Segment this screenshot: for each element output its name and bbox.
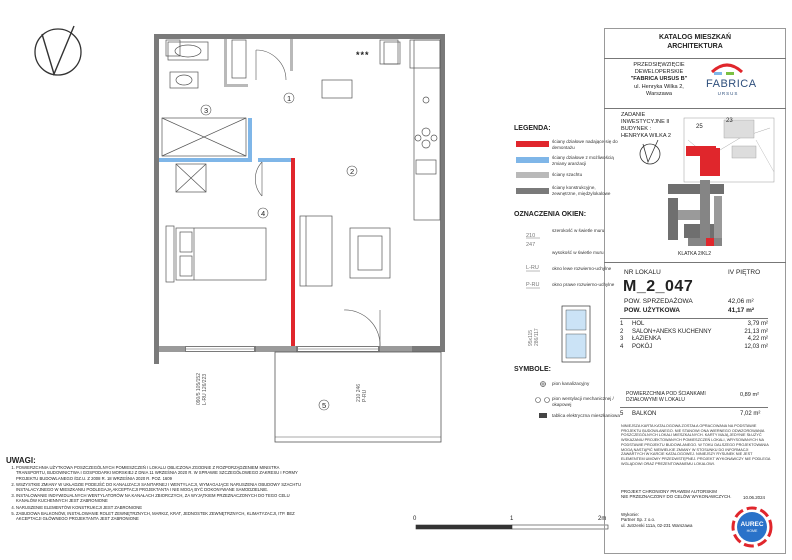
room-name: POKÓJ (632, 343, 653, 350)
stars-mark: *** (356, 50, 370, 60)
window-dim-c: L-RU (202, 393, 208, 405)
project-line-3: "FABRICA URSUS B" (630, 76, 688, 83)
scale-label-0: 0 (413, 516, 417, 522)
window-dim-b: 105/152 (196, 373, 202, 392)
window-sample (562, 306, 590, 362)
bedroom-furniture (166, 226, 266, 282)
project-line-2: DEWELOPERSKIE (634, 69, 684, 76)
catalog-line-1: KATALOG MIESZKAŃ (658, 34, 732, 41)
symbol-ventilation-icon (536, 398, 550, 403)
room-no: 1 (620, 321, 624, 327)
room-area: 4,22 m² (747, 336, 768, 343)
catalog-title (604, 33, 786, 51)
shaft-walls (224, 39, 293, 87)
room-number-2: 2 (350, 167, 355, 176)
window-code-right: P-RU (526, 282, 540, 288)
architect-info (621, 512, 692, 528)
room-area: 12,03 m² (744, 343, 768, 350)
window-code-width: 210 (526, 233, 536, 239)
window-dims-left (196, 373, 208, 405)
sale-area-value: 42,06 m² (728, 298, 754, 305)
copyright-text: PROJEKT CHRONIONY PRAWEM AUTORSKIM NIE PRZEZNACZONY DO CELÓW WYKONAWCZYCH. (621, 489, 732, 500)
room-list (620, 321, 768, 351)
room-number-5: 5 (322, 401, 327, 410)
fabrica-logo-sub: URSUS (717, 91, 739, 96)
window-sample-dim-2: 286/117 (534, 328, 540, 346)
doors (255, 50, 380, 346)
architect-line-3: ul. Jutrzenki 111a, 02-231 Warszawa (621, 522, 693, 528)
legend-swatch-gray (516, 188, 549, 194)
window-dim-c: P-RU (362, 389, 368, 402)
notes-title: UWAGI: (6, 456, 36, 465)
window-desc-width: szerokość w świetle muru (552, 228, 605, 233)
scale-bar (416, 525, 608, 529)
notes-list (6, 465, 306, 521)
room-number-3: 3 (204, 106, 209, 115)
note-item: 1. POWIERZCHNIA UŻYTKOWA POSZCZEGÓLNYCH POMIESZCZEŃ I LOKALU OBLICZONA ZGODNIE Z ROZPORZĄDZENIEM MINISTRA TRANSPORTU, BUDOWNICTWA I GOSPODARKI MORSKIEJ Z DNIA 11 WRZEŚNIA 2020 R. W SPRAWIE SZCZEGÓŁOWEGO ZAKRESU I FORMY PROJEKTU BUDOWLANEGO /DZ.U. Z 2008 R. 18 WRZEŚNIA 2020 R. POZ. 1609 (16, 465, 306, 481)
window-dims-right (356, 384, 368, 402)
room-row (620, 329, 768, 337)
usable-area-label: POW. UŻYTKOWA (624, 307, 680, 314)
living-furniture (300, 80, 390, 286)
kitchen-counter (384, 40, 440, 220)
project-line-5: Warszawa (646, 90, 672, 97)
investment-info (621, 112, 671, 140)
bathroom-fixtures (162, 40, 246, 192)
room-area: 21,13 m² (744, 328, 768, 335)
disclaimer-text: NINIEJSZA KARTA KATALOGOWA ZOSTAŁA OPRACOWANA NA PODSTAWIE PROJEKTU BUDOWLANEGO. NIE STANOWI ONA WIERNEGO ODWZOROWANIA POSZCZEGÓLNYCH LOKALI MIESZKALNYCH. KARTY MAJĄ JEDYNIE SŁUŻYĆ WSKAZANIU PROJEKTOWANYCH POMIESZCZEŃ LOKALI, WRYSOWANYCH NA PODSTAWIE PROJEKTU BUDOWLANEGO. W TOKU DALSZEGO PROJEKTOWANIA MOGĄ NASTĄPIĆ NIEWIELKIE ZMIANY W STOSUNKU DO INFORMACJI ZAWARTYCH W KARCIE KATALOGOWEJ. NINIEJSZY RYSUNEK NIE JEST ELEMENTEM UMOWY PRZEDWSTĘPNEJ. PROJEKT WYKONAWCZY NIE PODLEGA WGLĄDOWI ORAZ PREZENTOWANEMU LOKALOWI. (621, 424, 771, 466)
windows-title: OZNACZENIA OKIEN: (514, 211, 587, 218)
symbol-drain-icon (540, 381, 546, 387)
notes-block (6, 458, 306, 522)
window-sample-dim-1: 95x115 (528, 329, 534, 346)
unit-number: M_2_047 (623, 278, 694, 295)
symbol-text-drain: pion kanalizacyjny (552, 381, 590, 386)
project-line-1: PRZEDSIĘWZIĘCIE (633, 62, 685, 68)
aurec-logo-text: AUREC (740, 521, 764, 528)
window-desc-right: okno prawe rozwierno-uchylne (552, 282, 615, 287)
room-markers (201, 93, 357, 410)
note-item: 2. WSZYSTKIE ZMIANY W UKŁADZIE PODEJŚĆ DO KANALIZACJI SANITARNEJ I WENTYLACJI, WYMAGAJĄCE NARUSZENIA OBUDOWY SZACHTU INSTALACYJNEGO W MIESZKANIU PODLEGAJĄ AKCEPTACJI PROJEKTANTA I NIE MOGĄ BYĆ DOKONYWANE SAMODZIELNIE. (16, 482, 306, 492)
architect-line-1: Wykonie: (621, 512, 640, 517)
legend-swatch-lightgray (516, 172, 549, 178)
north-arrow-icon (35, 26, 81, 75)
symbol-text-ventilation: pion wentylacji mechanicznej / okapowej (552, 396, 614, 407)
unit-nr-label: NR LOKALU (624, 269, 661, 276)
window-dim-b: 246 (356, 383, 362, 393)
room-no: 4 (620, 343, 624, 350)
structural-walls (154, 34, 445, 364)
unit-floor: IV PIĘTRO (728, 269, 761, 276)
legend-text-gray: ściany konstrukcyjne, zewnętrzne, międzylokalowe (552, 185, 611, 196)
sale-area-label: POW. SPRZEDAŻOWA (624, 298, 693, 305)
balcony-no: 5 (620, 411, 624, 417)
room-name: SALON+ANEKS KUCHENNY (632, 328, 712, 335)
investment-line-3: BUDYNEK : (621, 126, 652, 132)
room-no: 2 (620, 328, 624, 335)
note-item: 4. NARUSZENIE ELEMENTÓW KONSTRUKCJI JEST ZABRONIONE (16, 505, 306, 510)
room-number-4: 4 (261, 209, 266, 218)
window-sample-dims (528, 328, 540, 346)
investment-line-2: INWESTYCYJNE II (621, 119, 670, 125)
balcony-name: BALKON (632, 411, 657, 417)
balcony-area: 7,02 m² (740, 411, 761, 417)
legend-swatch-red (516, 141, 549, 147)
plan-date: 10.06.2024 (743, 495, 765, 500)
window-code-left: L-RU (526, 265, 539, 271)
site-map-label-25: 25 (696, 124, 703, 130)
note-item: 5. ZABUDOWA BALKONÓW, INSTALOWANIE ROLET ZEWNĘTRZNYCH, MARKIZ, KRAT, JEDNOSTEK ZEWNĘTRZNYCH, KLIMATYZACJI, ITP. BEZ AKCEPTACJI GŁÓWNEGO PROJEKTANTA JEST ZABRONIONE (16, 511, 306, 521)
architect-line-2: Partner Sp. z o.o. (621, 517, 656, 523)
window-code-height: 247 (526, 242, 536, 248)
aurec-logo-sub: HOME (746, 529, 758, 533)
fabrica-logo-text: FABRICA (706, 78, 757, 90)
room-name: HOL (632, 321, 645, 327)
room-no: 3 (620, 336, 624, 343)
demountable-wall (291, 158, 295, 346)
scale-label-2m: 2m (598, 516, 607, 522)
usable-area-value: 41,17 m² (728, 307, 755, 314)
room-row (620, 321, 768, 329)
staircase-label: KLATKA 2/KL2 (678, 251, 711, 257)
legend-text-blue: ściany działowe z możliwością zmiany aranżacji (552, 155, 614, 166)
changeable-partitions (159, 118, 294, 162)
project-line-4: ul. Henryka Wilka 2, (634, 83, 684, 90)
note-item: 3. INSTALOWANIE INDYWIDUALNYCH WENTYLATORÓW NA KANAŁACH ZBIORCZYCH, ZA WYJĄTKIEM PRZEZNACZONYCH DO TEGO CELU KANAŁÓW KUCHENNYCH JEST ZABRONIONE (16, 493, 306, 503)
project-info (610, 62, 708, 98)
partition-area-value: 0,89 m² (740, 392, 759, 398)
scale-label-1: 1 (510, 516, 514, 522)
legend-swatch-blue (516, 157, 549, 163)
window-desc-height: wysokość w świetle muru (552, 250, 604, 255)
investment-line-1: ZADANIE (621, 112, 646, 118)
symbol-text-electric: tablica elektryczna mieszkaniowa (552, 413, 620, 418)
catalog-line-2: ARCHITEKTURA (667, 43, 723, 50)
room-row (620, 336, 768, 344)
window-desc-left: okno lewe rozwierno-uchylne (552, 266, 612, 271)
legend-text-lightgray: ściany szachtu (552, 172, 583, 177)
partition-area-label: POWIERZCHNIA POD ŚCIANKAMI DZIAŁOWYMI W LOKALU (626, 391, 706, 404)
legend-title: LEGENDA: (514, 125, 551, 132)
room-area: 3,79 m² (747, 321, 768, 327)
investment-line-4: HENRYKA WILKA 2 (621, 133, 671, 139)
room-number-1: 1 (287, 94, 292, 103)
room-row (620, 344, 768, 352)
symbols-title: SYMBOLE: (514, 366, 551, 373)
window-dim-d: 126/223 (202, 373, 208, 392)
symbol-electric-panel-icon (539, 413, 547, 418)
window-dim-a: 090/5 (196, 392, 202, 405)
site-map-label-23: 23 (726, 118, 733, 124)
window-dim-a: 210 (356, 393, 362, 402)
room-name: ŁAZIENKA (632, 336, 662, 343)
legend-text-red: ściany działowe nadające się do demontażu (552, 139, 618, 150)
